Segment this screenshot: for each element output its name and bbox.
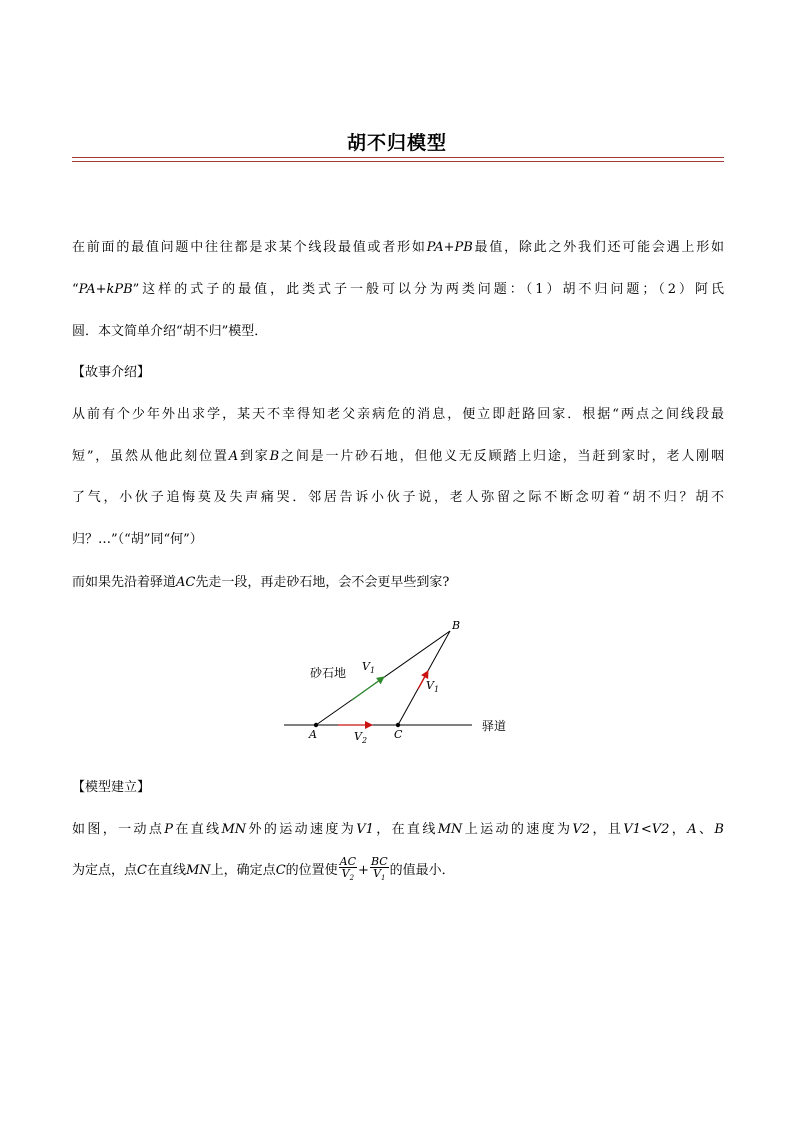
intro-line-1: 在前面的最值问题中往往都是求某个线段最值或者形如PA+PB最值，除此之外我们还可能会遇上形如 <box>72 240 724 255</box>
story-line-4: 归？…”（“胡”同“何”） <box>72 532 203 547</box>
label-a: A <box>309 728 317 741</box>
story-line-3: 了气，小伙子追悔莫及失声痛哭．邻居告诉小伙子说，老人弥留之际不断念叨着“胡不归？胡不 <box>72 490 724 505</box>
model-heading: 【模型建立】 <box>72 780 151 795</box>
story-line-2: 短”，虽然从他此刻位置A到家B之间是一片砂石地，但他义无反顾踏上归途，当赶到家时，老人刚咽 <box>72 449 724 464</box>
label-v1-upper: $V_1$ <box>362 660 376 675</box>
fraction-bc-v1: $\frac{BC}{V_1}$ <box>370 855 388 883</box>
story-line-1: 从前有个少年外出求学，某天不幸得知老父亲病危的消息，便立即赶路回家．根据“两点之间线段最 <box>72 407 724 422</box>
label-b: B <box>452 619 461 632</box>
model-line-1: 如图，一动点P在直线MN外的运动速度为V1，在直线MN上运动的速度为V2，且V1<V2，A、B <box>72 822 724 837</box>
label-v1-right: $V_1$ <box>426 679 440 694</box>
arrow-v1-gravel <box>352 677 384 700</box>
point-a <box>314 723 318 727</box>
story-heading: 【故事介绍】 <box>72 365 151 380</box>
label-c: C <box>394 728 403 741</box>
fraction-ac-v2: $\frac{AC}{V_2}$ <box>339 855 357 883</box>
label-v2: $V_2$ <box>354 730 368 745</box>
intro-line-3: 圆．本文简单介绍“胡不归”模型． <box>72 324 268 339</box>
point-c <box>396 723 400 727</box>
story-question: 而如果先沿着驿道AC先走一段，再走砂石地，会不会更早些到家? <box>72 575 450 590</box>
label-gravel: 砂石地 <box>310 666 347 680</box>
model-line-2: 为定点，点C在直线MN上，确定点C的位置使 $\frac{AC}{V_2}$ + $\frac{BC}{V_1}$ 的值最小． <box>72 855 455 883</box>
label-road: 驿道 <box>482 719 507 733</box>
intro-line-2: “PA+kPB”这样的式子的最值，此类式子一般可以分为两类问题：（1）胡不归问题；（2）阿氏 <box>72 282 724 297</box>
page-title: 胡不归模型 <box>346 132 447 154</box>
